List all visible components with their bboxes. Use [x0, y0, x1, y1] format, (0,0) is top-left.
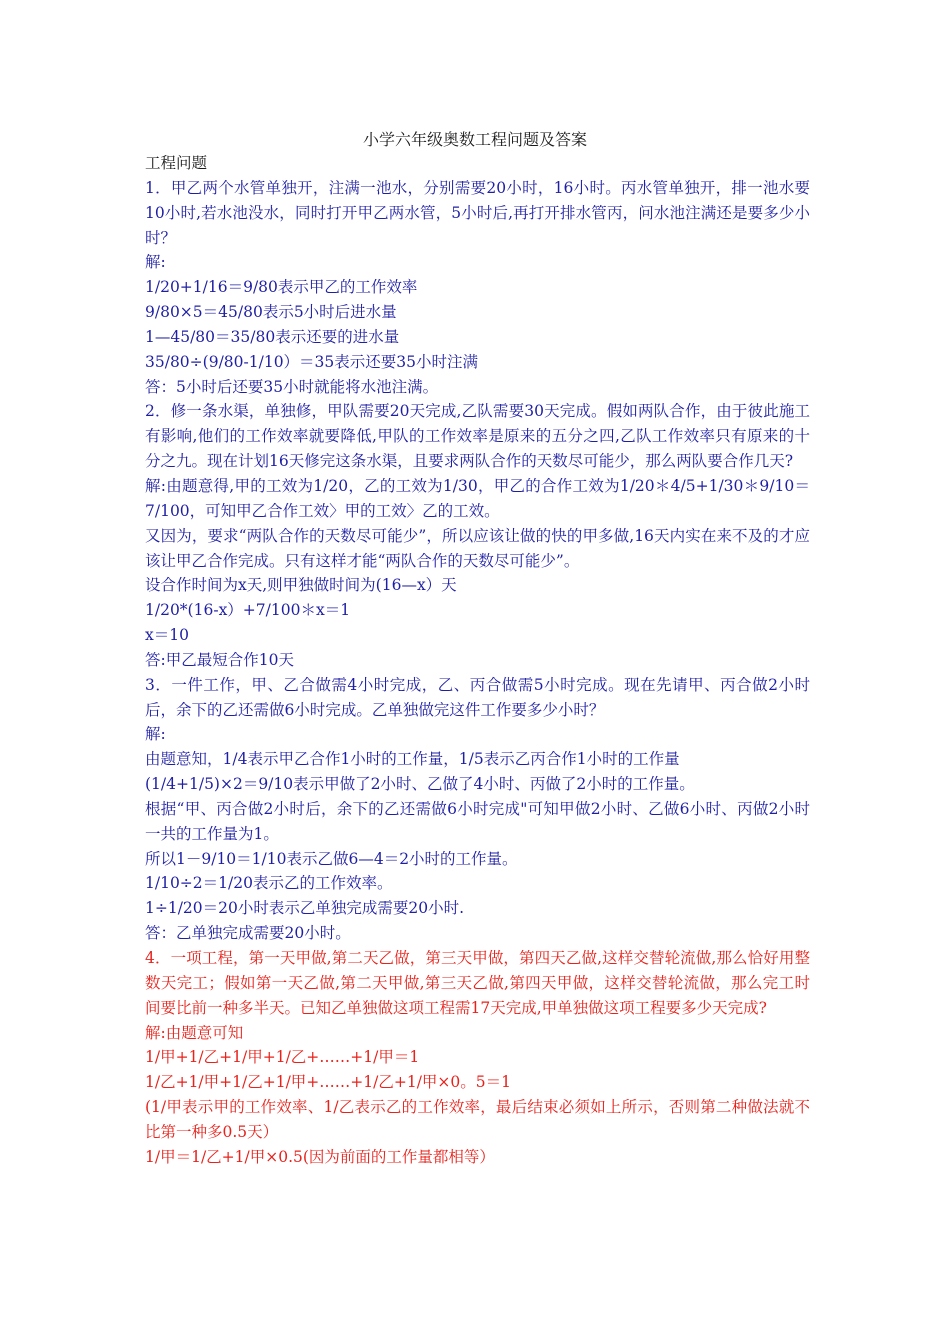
- problem-2-line: 解:由题意得,甲的工效为1/20，乙的工效为1/30，甲乙的合作工效为1/20＊4/5+1/30＊9/10＝7/100，可知甲乙合作工效〉甲的工效〉乙的工效。: [145, 476, 810, 520]
- problem-2-question: 2．修一条水渠，单独修，甲队需要20天完成,乙队需要30天完成。假如两队合作，由于彼此施工有影响,他们的工作效率就要降低,甲队的工作效率是原来的五分之四,乙队工作效率只有原来的十分之九。现在计划16天修完这条水渠，且要求两队合作的天数尽可能少，那么两队要合作几天?: [145, 402, 810, 471]
- problem-4-line: 1/甲+1/乙+1/甲+1/乙+……+1/甲＝1: [145, 1048, 420, 1067]
- problem-1-line: 9/80×5＝45/80表示5小时后进水量: [145, 303, 397, 322]
- problem-1-line: 35/80÷(9/80-1/10）＝35表示还要35小时注满: [145, 352, 479, 371]
- problem-4-line: (1/甲表示甲的工作效率、1/乙表示乙的工作效率，最后结束必须如上所示，否则第二种做法就不比第一种多0.5天）: [145, 1098, 810, 1141]
- problem-2-answer: 答:甲乙最短合作10天: [145, 650, 294, 669]
- problem-3-line: 由题意知，1/4表示甲乙合作1小时的工作量，1/5表示乙丙合作1小时的工作量: [145, 750, 680, 769]
- document-body: [145, 151, 810, 1170]
- problem-3-line: 1÷1/20＝20小时表示乙单独完成需要20小时.: [145, 899, 465, 918]
- section-heading: 工程问题: [145, 154, 208, 172]
- problem-3-line: 解:: [145, 725, 166, 744]
- problem-2-line: 设合作时间为x天,则甲独做时间为(16—x）天: [145, 576, 457, 595]
- problem-3-line: (1/4+1/5)×2＝9/10表示甲做了2小时、乙做了4小时、丙做了2小时的工作量。: [145, 775, 695, 794]
- problem-3-answer: 答：乙单独完成需要20小时。: [145, 924, 351, 943]
- problem-3-line: 1/10÷2＝1/20表示乙的工作效率。: [145, 874, 393, 893]
- problem-3-line: 根据“甲、丙合做2小时后，余下的乙还需做6小时完成"可知甲做2小时、乙做6小时、丙做2小时一共的工作量为1。: [145, 799, 810, 843]
- problem-1-line: 解:: [145, 253, 166, 272]
- problem-4-question: 4．一项工程，第一天甲做,第二天乙做，第三天甲做，第四天乙做,这样交替轮流做,那么恰好用整数天完工；假如第一天乙做,第二天甲做,第三天乙做,第四天甲做，这样交替轮流做，那么完工时间要比前一种多半天。已知乙单独做这项工程需17天完成,甲单独做这项工程要多少天完成?: [145, 949, 810, 1017]
- problem-3-question: 3．一件工作，甲、乙合做需4小时完成，乙、丙合做需5小时完成。现在先请甲、丙合做2小时后，余下的乙还需做6小时完成。乙单独做完这件工作要多少小时？: [145, 675, 810, 719]
- problem-1-line: 1/20+1/16＝9/80表示甲乙的工作效率: [145, 278, 418, 297]
- problem-1-line: 1—45/80＝35/80表示还要的进水量: [145, 327, 400, 346]
- problem-1-question: 1．甲乙两个水管单独开，注满一池水，分别需要20小时，16小时。丙水管单独开，排一池水要10小时,若水池没水，同时打开甲乙两水管，5小时后,再打开排水管丙，问水池注满还是要多少小时？: [145, 178, 810, 247]
- problem-1-answer: 答：5小时后还要35小时就能将水池注满。: [145, 377, 439, 396]
- problem-4-line: 1/甲＝1/乙+1/甲×0.5(因为前面的工作量都相等）: [145, 1147, 495, 1166]
- problem-2-line: 又因为，要求“两队合作的天数尽可能少”，所以应该让做的快的甲多做,16天内实在来不及的才应该让甲乙合作完成。只有这样才能“两队合作的天数尽可能少”。: [145, 526, 810, 570]
- problem-4-line: 解:由题意可知: [145, 1023, 244, 1042]
- document-title: 小学六年级奥数工程问题及答案: [362, 130, 587, 149]
- problem-2-line: x＝10: [145, 626, 189, 645]
- problem-3-line: 所以1－9/10＝1/10表示乙做6—4＝2小时的工作量。: [145, 849, 518, 868]
- problem-2-line: 1/20*(16-x）+7/100＊x＝1: [145, 601, 351, 620]
- problem-4-line: 1/乙+1/甲+1/乙+1/甲+……+1/乙+1/甲×0。5＝1: [145, 1073, 511, 1092]
